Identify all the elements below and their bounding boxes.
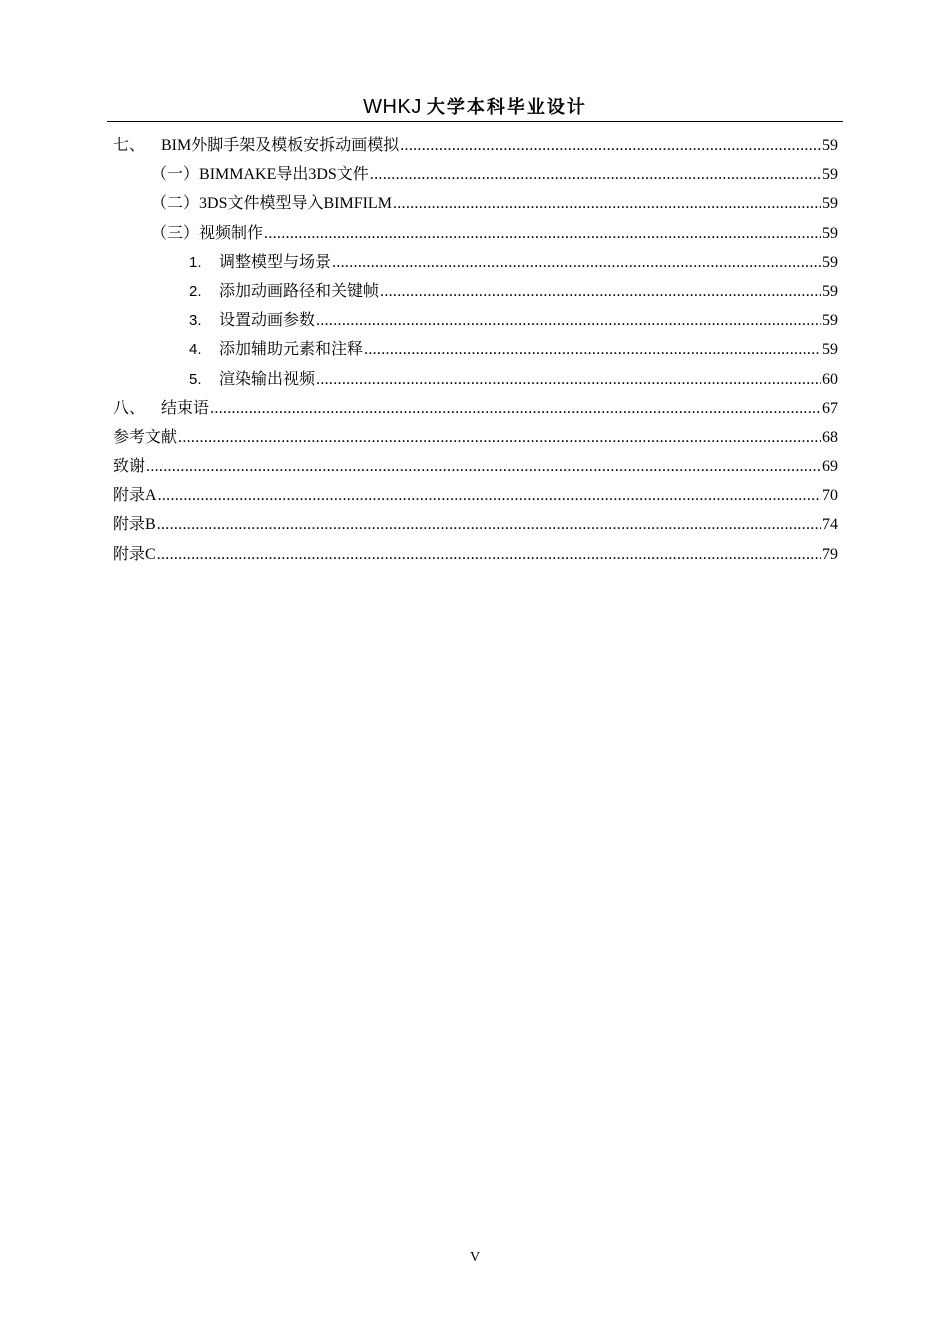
- toc-entry[interactable]: [113, 540, 838, 569]
- toc-entry-page: 69: [822, 458, 838, 476]
- table-of-contents: [113, 131, 838, 569]
- toc-entry[interactable]: [113, 306, 838, 335]
- toc-entry[interactable]: [113, 189, 838, 218]
- toc-entry-title: 设置动画参数: [219, 312, 316, 330]
- toc-entry-page: 59: [822, 312, 838, 330]
- toc-entry-title: 致谢: [113, 458, 146, 476]
- toc-entry-page: 59: [822, 166, 838, 184]
- toc-entry[interactable]: [113, 277, 838, 306]
- page-number: V: [469, 1250, 481, 1265]
- toc-entry[interactable]: [113, 131, 838, 160]
- toc-entry-title: 添加辅助元素和注释: [219, 341, 364, 359]
- toc-entry-title: 添加动画路径和关键帧: [219, 282, 380, 300]
- dot-leader: [264, 219, 821, 248]
- toc-entry-title: 附录A: [113, 487, 157, 505]
- dot-leader: [370, 160, 821, 189]
- toc-entry-page: 59: [822, 341, 838, 359]
- toc-entry-page: 67: [822, 399, 838, 417]
- toc-entry-title: 附录B: [113, 516, 156, 534]
- toc-entry-page: 59: [822, 195, 838, 213]
- toc-entry-number: 2.: [189, 282, 202, 300]
- dot-leader: [332, 248, 821, 277]
- toc-entry[interactable]: [113, 219, 838, 248]
- dot-leader: [157, 540, 821, 569]
- toc-entry[interactable]: [113, 365, 838, 394]
- dot-leader: [158, 481, 821, 510]
- toc-entry-title: 结束语: [161, 399, 210, 417]
- toc-entry-page: 68: [822, 428, 838, 446]
- toc-entry[interactable]: [113, 452, 838, 481]
- toc-entry-page: 59: [822, 253, 838, 271]
- toc-entry-number: 七、: [113, 137, 146, 154]
- toc-entry[interactable]: [113, 481, 838, 510]
- toc-entry-number: 八、: [113, 399, 146, 417]
- toc-entry-title: 3DS文件模型导入BIMFILM: [199, 195, 392, 213]
- toc-entry-number: 1.: [189, 253, 202, 271]
- toc-entry-title: BIM外脚手架及模板安拆动画模拟: [161, 137, 400, 154]
- toc-entry-number: 5.: [189, 370, 202, 388]
- toc-entry-page: 74: [822, 516, 838, 534]
- toc-entry-page: 70: [822, 487, 838, 505]
- toc-entry-page: 59: [822, 282, 838, 300]
- toc-entry-page: 59: [822, 137, 838, 154]
- toc-entry[interactable]: [113, 335, 838, 364]
- toc-entry-title: 调整模型与场景: [219, 253, 332, 271]
- page-header: [107, 94, 843, 122]
- toc-entry[interactable]: [113, 394, 838, 423]
- toc-entry-number: 3.: [189, 312, 202, 330]
- dot-leader: [210, 394, 821, 423]
- toc-entry[interactable]: [113, 510, 838, 539]
- toc-entry-title: BIMMAKE导出3DS文件: [199, 166, 369, 184]
- toc-entry-number: 4.: [189, 341, 202, 359]
- header-title: 大学本科毕业设计: [426, 97, 587, 118]
- toc-entry-title: 附录C: [113, 545, 156, 563]
- toc-entry-title: 渲染输出视频: [219, 370, 316, 388]
- dot-leader: [178, 423, 821, 452]
- toc-entry-number: （三）: [151, 224, 200, 242]
- dot-leader: [316, 306, 821, 335]
- dot-leader: [146, 452, 821, 481]
- toc-entry-number: （二）: [151, 195, 200, 213]
- dot-leader: [393, 189, 821, 218]
- toc-entry[interactable]: [113, 423, 838, 452]
- dot-leader: [400, 131, 821, 160]
- toc-entry[interactable]: [113, 248, 838, 277]
- dot-leader: [157, 510, 821, 539]
- toc-entry-page: 59: [822, 224, 838, 242]
- toc-entry-number: （一）: [151, 166, 200, 184]
- toc-entry-title: 参考文献: [113, 428, 178, 446]
- dot-leader: [380, 277, 821, 306]
- header-code: WHKJ: [363, 96, 422, 118]
- toc-entry[interactable]: [113, 160, 838, 189]
- dot-leader: [316, 365, 821, 394]
- toc-entry-page: 60: [822, 370, 838, 388]
- dot-leader: [364, 335, 821, 364]
- toc-entry-page: 79: [822, 545, 838, 563]
- toc-entry-title: 视频制作: [199, 224, 264, 242]
